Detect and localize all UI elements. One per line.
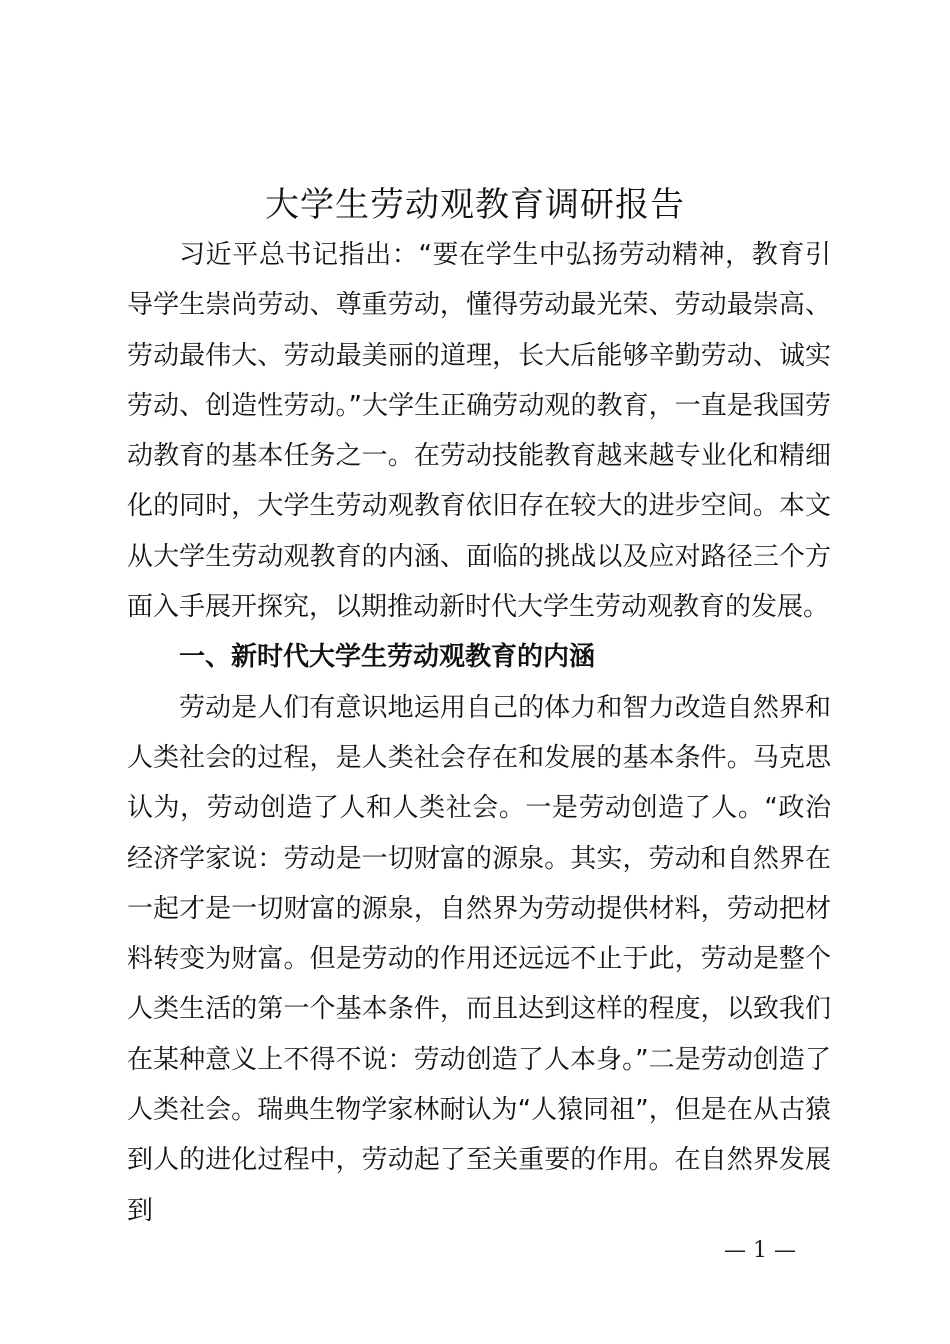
section-heading: 一、新时代大学生劳动观教育的内涵 [179,642,596,673]
section-paragraph: 劳动是人们有意识地运用自己的体力和智力改造自然界和人类社会的过程，是人类社会存在和发展的基本条件。马克思认为，劳动创造了人和人类社会。一是劳动创造了人。“政治经济学家说：劳动是一切财富的源泉。其实，劳动和自然界在一起才是一切财富的源泉，自然界为劳动提供材料，劳动把材料转变为财富。但是劳动的作用还远远不止于此，劳动是整个人类生活的第一个基本条件，而且达到这样的程度，以致我们在某种意义上不得不说：劳动创造了人本身。”二是劳动创造了人类社会。瑞典生物学家林耐认为“人猿同祖”，但是在从古猿到人的进化过程中，劳动起了至关重要的作用。在自然界发展到 [127,692,831,1226]
document-title: 大学生劳动观教育调研报告 [265,185,685,225]
document-body [127,230,831,1236]
intro-paragraph: 习近平总书记指出：“要在学生中弘扬劳动精神，教育引导学生崇尚劳动、尊重劳动，懂得劳动最光荣、劳动最崇高、劳动最伟大、劳动最美丽的道理，长大后能够辛勤劳动、诚实劳动、创造性劳动。”大学生正确劳动观的教育，一直是我国劳动教育的基本任务之一。在劳动技能教育越来越专业化和精细化的同时，大学生劳动观教育依旧存在较大的进步空间。本文从大学生劳动观教育的内涵、面临的挑战以及应对路径三个方面入手展开探究，以期推动新时代大学生劳动观教育的发展。 [127,240,831,623]
page-number: — 1 — [724,1238,796,1263]
